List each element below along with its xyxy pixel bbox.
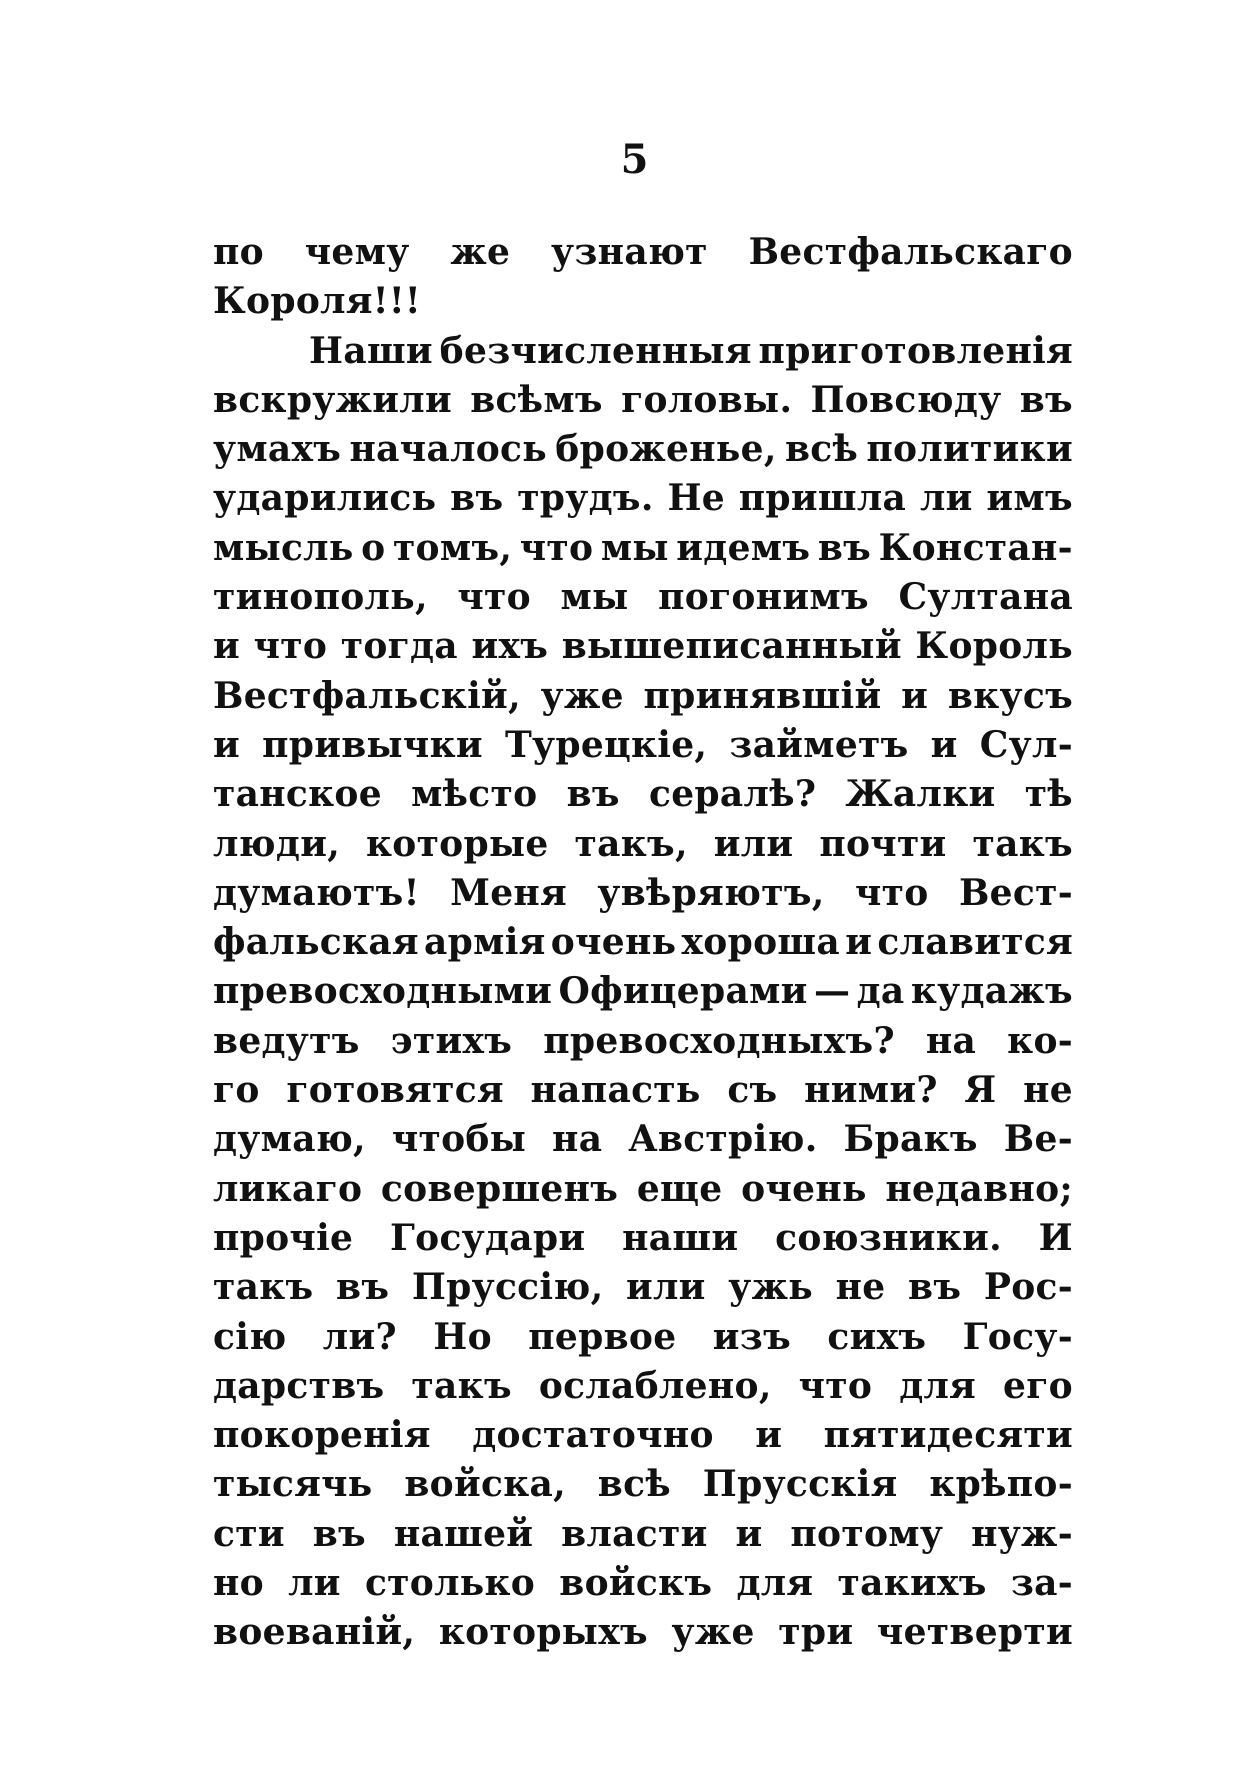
- text-line: люди, которые такъ, или почти такъ: [213, 822, 1073, 865]
- text-line: ликаго совершенъ еще очень недавно;: [213, 1167, 1073, 1210]
- text-line: ударились въ трудъ. Не пришла ли имъ: [213, 477, 1073, 520]
- text-line: го готовятся напасть съ ними? Я не: [213, 1069, 1073, 1112]
- text-line: тинополь, что мы погонимъ Султана: [213, 576, 1073, 619]
- body-text: [213, 228, 1073, 1658]
- text-line: но ли столько войскъ для такихъ за-: [213, 1562, 1073, 1605]
- text-line: воеваній, которыхъ уже три четверти: [213, 1611, 1073, 1654]
- text-line: танское мѣсто въ сералѣ? Жалки тѣ: [213, 773, 1073, 816]
- text-line: прочіе Государи наши союзники. И: [213, 1216, 1073, 1259]
- text-line: покоренія достаточно и пятидесяти: [213, 1414, 1073, 1457]
- text-line: сти въ нашей власти и потому нуж-: [213, 1512, 1073, 1555]
- text-line: Короля!!!: [213, 280, 422, 323]
- text-line: превосходными Офицерами — да кудажъ: [213, 970, 1073, 1013]
- text-line: мысль о томъ, что мы идемъ въ Констан-: [213, 526, 1073, 569]
- text-line: фальская армія очень хороша и славится: [213, 921, 1073, 964]
- text-line: Вестфальскій, уже принявшій и вкусъ: [213, 674, 1073, 717]
- text-line: думаютъ! Меня увѣряютъ, что Вест-: [213, 871, 1073, 914]
- text-line: вскружили всѣмъ головы. Повсюду въ: [213, 378, 1073, 421]
- text-line: ведутъ этихъ превосходныхъ? на ко-: [213, 1019, 1073, 1062]
- text-line: и что тогда ихъ вышеписанный Король: [213, 625, 1073, 668]
- text-line: Наши безчисленныя приготовленія: [309, 329, 1073, 372]
- text-line: такъ въ Пруссію, или ужь не въ Рос-: [213, 1266, 1073, 1309]
- text-line: по чему же узнают Вестфальскаго: [213, 231, 1073, 273]
- text-line: умахъ началось броженье, всѣ политики: [213, 428, 1073, 471]
- text-line: и привычки Турецкіе, займетъ и Сул-: [213, 723, 1073, 766]
- text-line: дарствъ такъ ослаблено, что для его: [213, 1364, 1073, 1407]
- page-number: 5: [620, 136, 649, 183]
- text-line: тысячь войска, всѣ Прусскія крѣпо-: [213, 1463, 1073, 1506]
- text-line: думаю, чтобы на Австрію. Бракъ Ве-: [213, 1118, 1073, 1161]
- text-line: сію ли? Но первое изъ сихъ Госу-: [213, 1315, 1073, 1358]
